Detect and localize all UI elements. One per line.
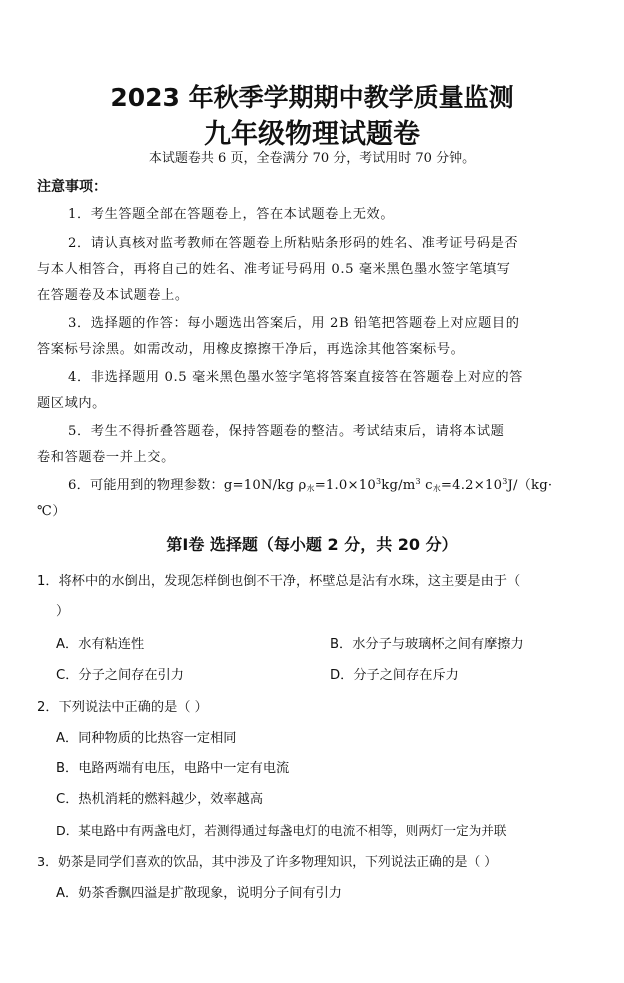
option-b: B．电路两端有电压，电路中一定有电流	[56, 761, 290, 776]
exam-title: 2023 年秋季学期期中教学质量监测	[110, 83, 514, 112]
option-b: B．水分子与玻璃杯之间有摩擦力	[330, 637, 524, 652]
note-line: 与本人相答合，再将自己的姓名、准考证号码用 0.5 毫米黑色墨水签字笔填写	[37, 262, 511, 277]
physics-params-tail: ℃）	[37, 504, 67, 519]
option-a: A．同种物质的比热容一定相同	[56, 731, 237, 746]
note-line: 在答题卷及本试题卷上。	[37, 288, 189, 303]
note-line: 题区域内。	[37, 396, 106, 411]
question-stem-tail: ）	[56, 604, 70, 619]
option-c: C．热机消耗的燃料越少，效率越高	[56, 792, 264, 807]
note-line: 3．选择题的作答：每小题选出答案后，用 2B 铅笔把答题卷上对应题目的	[68, 316, 520, 331]
question-stem: 2．下列说法中正确的是（ ）	[37, 700, 208, 715]
note-line: 4．非选择题用 0.5 毫米黑色墨水签字笔将答案直接答在答题卷上对应的答	[68, 370, 523, 385]
notes-heading: 注意事项：	[37, 179, 107, 195]
option-a: A．水有粘连性	[56, 637, 145, 652]
option-d: D．某电路中有两盏电灯，若测得通过每盏电灯的电流不相等，则两灯一定为并联	[56, 823, 507, 838]
exam-subtitle: 九年级物理试题卷	[204, 119, 420, 150]
exam-meta: 本试题卷共 6 页，全卷满分 70 分，考试用时 70 分钟。	[148, 151, 476, 166]
note-line: 1．考生答题全部在答题卷上，答在本试题卷上无效。	[68, 207, 395, 222]
note-line: 5．考生不得折叠答题卷，保持答题卷的整洁。考试结束后，请将本试题	[68, 424, 505, 439]
section-title: 第Ⅰ卷 选择题（每小题 2 分，共 20 分）	[166, 535, 458, 554]
physics-params: 6．可能用到的物理参数：g=10N/kg $\rho_水=1.0\times 10^3kg/m^3$ $c_水=4.2\times 10^3J/(kg\cdot$	[68, 477, 553, 493]
note-line: 答案标号涂黑。如需改动，用橡皮擦擦干净后，再选涂其他答案标号。	[37, 342, 465, 357]
option-c: C．分子之间存在引力	[56, 668, 184, 683]
note-line: 2．请认真核对监考教师在答题卷上所粘贴条形码的姓名、准考证号码是否	[68, 236, 519, 251]
option-a: A．奶茶香飘四溢是扩散现象，说明分子间有引力	[56, 886, 342, 901]
note-line: 卷和答题卷一并上交。	[37, 450, 175, 465]
option-d: D．分子之间存在斥力	[330, 668, 459, 683]
question-stem: 3．奶茶是同学们喜欢的饮品，其中涉及了许多物理知识，下列说法正确的是（ ）	[37, 855, 498, 870]
question-stem: 1．将杯中的水倒出，发现怎样倒也倒不干净，杯壁总是沾有水珠，这主要是由于（	[37, 574, 521, 589]
